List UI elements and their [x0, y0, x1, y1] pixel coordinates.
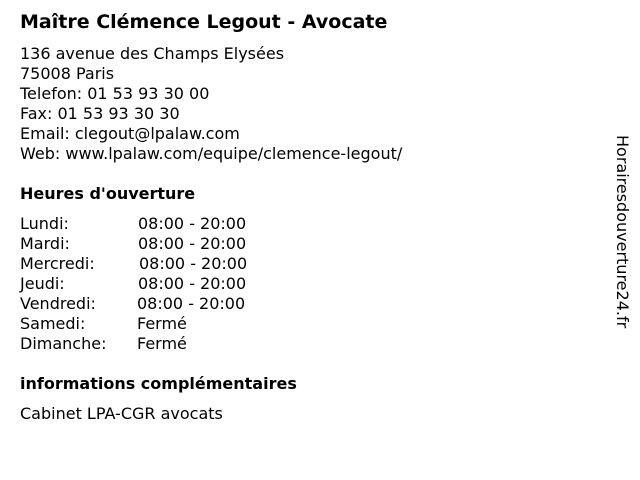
- hours-row-sunday: [20, 334, 320, 354]
- day-label: Dimanche:: [20, 334, 107, 353]
- email-address: Email: clegout@lpalaw.com: [20, 124, 240, 143]
- hours-row-friday: [20, 294, 320, 314]
- city-address: 75008 Paris: [20, 64, 115, 83]
- day-hours: 08:00 - 20:00: [139, 254, 248, 273]
- day-hours: 08:00 - 20:00: [138, 274, 247, 293]
- phone-number: Telefon: 01 53 93 30 00: [20, 84, 210, 103]
- day-hours: 08:00 - 20:00: [138, 234, 247, 253]
- additional-info-heading: informations complémentaires: [20, 374, 297, 393]
- site-brand-watermark: Horairesdouverture24.fr: [613, 135, 632, 329]
- opening-hours-heading: Heures d'ouverture: [20, 184, 196, 203]
- hours-row-wednesday: [20, 254, 320, 274]
- additional-info-text: Cabinet LPA-CGR avocats: [20, 404, 223, 423]
- day-label: Lundi:: [20, 214, 69, 233]
- opening-hours-table: [20, 214, 320, 354]
- hours-row-tuesday: [20, 234, 320, 254]
- hours-row-monday: [20, 214, 320, 234]
- day-label: Vendredi:: [20, 294, 96, 313]
- day-hours: 08:00 - 20:00: [137, 294, 246, 313]
- website-url: Web: www.lpalaw.com/equipe/clemence-legout/: [20, 144, 403, 163]
- page-title: Maître Clémence Legout - Avocate: [20, 11, 388, 33]
- day-label: Jeudi:: [20, 274, 65, 293]
- day-hours: 08:00 - 20:00: [138, 214, 247, 233]
- street-address: 136 avenue des Champs Elysées: [20, 44, 285, 63]
- day-label: Mercredi:: [20, 254, 95, 273]
- contact-block: [20, 44, 402, 164]
- fax-number: Fax: 01 53 93 30 30: [20, 104, 180, 123]
- day-hours: Fermé: [137, 334, 187, 353]
- day-label: Samedi:: [20, 314, 86, 333]
- hours-row-saturday: [20, 314, 320, 334]
- day-hours: Fermé: [137, 314, 187, 333]
- hours-row-thursday: [20, 274, 320, 294]
- day-label: Mardi:: [20, 234, 70, 253]
